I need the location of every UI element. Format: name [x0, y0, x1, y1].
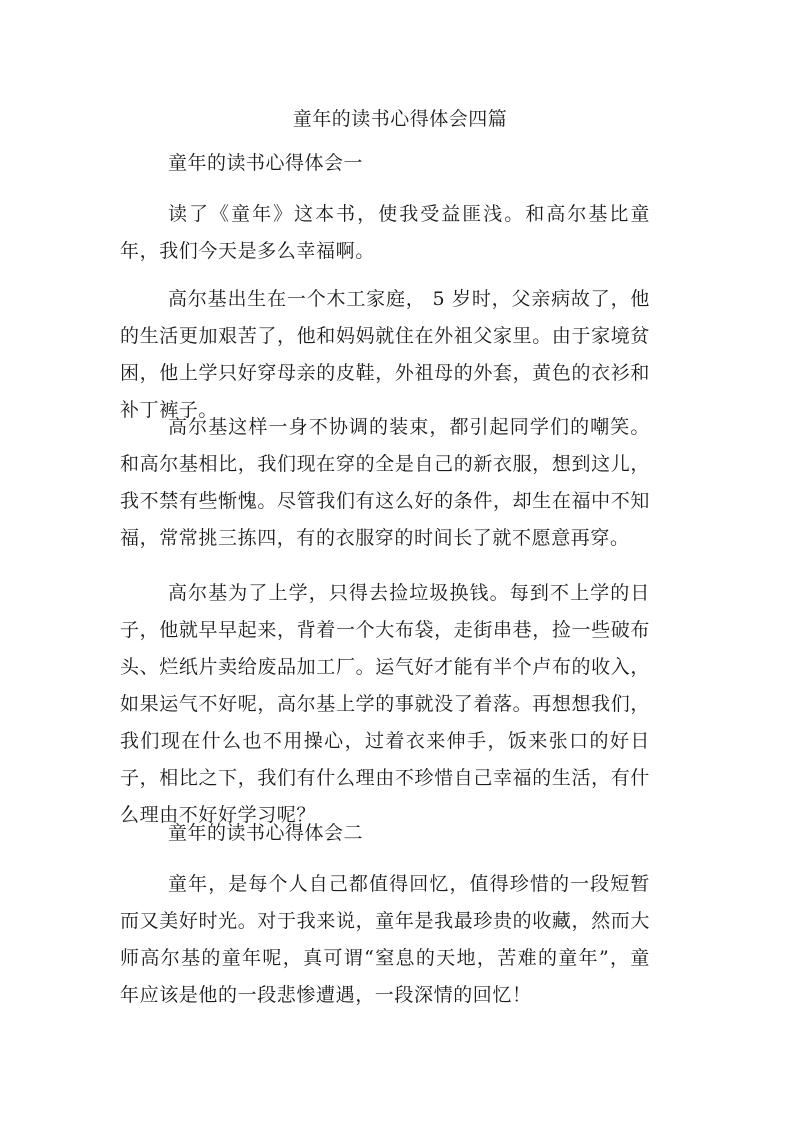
paragraph: 高尔基为了上学，只得去捡垃圾换钱。每到不上学的日子，他就早早起来，背着一个大布袋，走街串巷，捡一些破布头、烂纸片卖给废品加工厂。运气好才能有半个卢布的收入，如果运气不好呢，高尔基上学的事就没了着落。再想想我们，我们现在什么也不用操心，过着衣来伸手，饭来张口的好日子，相比之下，我们有什么理由不珍惜自己幸福的生活，有什么理由不好好学习呢？ — [120, 582, 650, 826]
section-heading: 童年的读书心得体会二 — [168, 822, 364, 844]
paragraph: 高尔基出生在一个木工家庭， 5 岁时，父亲病故了，他的生活更加艰苦了，他和妈妈就住在外祖父家里。由于家境贫困，他上学只好穿母亲的皮鞋，外祖母的外套，黄色的衣衫和补丁裤子。 — [120, 288, 650, 421]
section-heading: 童年的读书心得体会一 — [168, 152, 364, 174]
document-title: 童年的读书心得体会四篇 — [292, 108, 508, 130]
paragraph: 读了《童年》这本书，使我受益匪浅。和高尔基比童年，我们今天是多么幸福啊。 — [120, 203, 650, 262]
paragraph: 高尔基这样一身不协调的装束，都引起同学们的嘲笑。和高尔基相比，我们现在穿的全是自己的新衣服，想到这儿，我不禁有些惭愧。尽管我们有这么好的条件，却生在福中不知福，常常挑三拣四，有的衣服穿的时间长了就不愿意再穿。 — [120, 416, 650, 549]
paragraph: 童年，是每个人自己都值得回忆，值得珍惜的一段短暂而又美好时光。对于我来说，童年是我最珍贵的收藏，然而大师高尔基的童年呢，真可谓“窒息的天地，苦难的童年”，童年应该是他的一段悲惨遭遇，一段深情的回忆！ — [120, 873, 650, 1006]
